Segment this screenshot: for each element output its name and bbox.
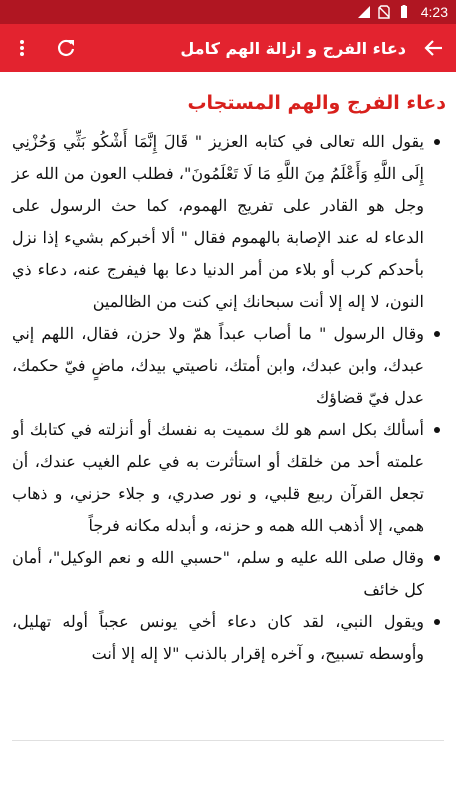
status-bar — [0, 0, 456, 24]
list-item: وقال الرسول " ما أصاب عبداً همّ ولا حزن، فقال، اللهم إني عبدك، وابن عبدك، وابن أمتك، ناصيتي بيدك، ماضٍ فيّ حكمك، عدل فيّ قضاؤك — [12, 318, 442, 414]
bottom-divider — [12, 740, 444, 741]
list-item: وقال صلى الله عليه و سلم، "حسبي الله و نعم الوكيل"، أمان كل خائف — [12, 542, 442, 606]
back-button[interactable] — [412, 24, 456, 72]
article-heading: دعاء الفرج والهم المستجاب — [187, 92, 446, 114]
list-item: أسألك بكل اسم هو لك سميت به نفسك أو أنزلته في كتابك أو علمته أحد من خلقك أو استأثرت به في علم الغيب عندك، أن تجعل القرآن ربيع قلبي، و نور صدري، و جلاء حزني، و ذهاب همي، إلا أذهب الله همه و حزنه، و أبدله مكانه فرجاً — [12, 414, 442, 542]
more-vert-icon — [12, 38, 32, 58]
battery-icon — [397, 5, 411, 19]
status-time: 4:23 — [420, 4, 448, 20]
refresh-button[interactable] — [44, 24, 88, 72]
list-item: ويقول النبي، لقد كان دعاء أخي يونس عجباً أوله تهليل، وأوسطه تسبيح، و آخره إقرار بالذنب "لا إله إلا أنت — [12, 606, 442, 670]
no-sim-icon — [377, 5, 391, 19]
article-content[interactable] — [0, 72, 456, 740]
list-item: يقول الله تعالى في كتابه العزيز " قَالَ إِنَّمَا أَشْكُو بَثِّي وَحُزْنِي إِلَى اللَّهِ وَأَعْلَمُ مِنَ اللَّهِ مَا لَا تَعْلَمُونَ"، فطلب العون من الله عز وجل هو القادر على تفريج الهموم، كما حث الرسول على الدعاء له عند الإصابة بالهموم فقال " ألا أخبركم بشيء إذا نزل بأحدكم كرب أو بلاء من أمر الدنيا دعا بها فيفرج عنه، دعاء ذي النون، لا إله إلا أنت سبحانك إني كنت من الظالمين — [12, 126, 442, 318]
paragraph-list — [0, 120, 456, 670]
app-toolbar — [0, 24, 456, 72]
refresh-icon — [56, 38, 76, 58]
arrow-back-icon — [424, 38, 444, 58]
signal-icon — [357, 5, 371, 19]
overflow-menu-button[interactable] — [0, 24, 44, 72]
toolbar-title: دعاء الفرج و ازالة الهم كامل — [180, 38, 406, 58]
